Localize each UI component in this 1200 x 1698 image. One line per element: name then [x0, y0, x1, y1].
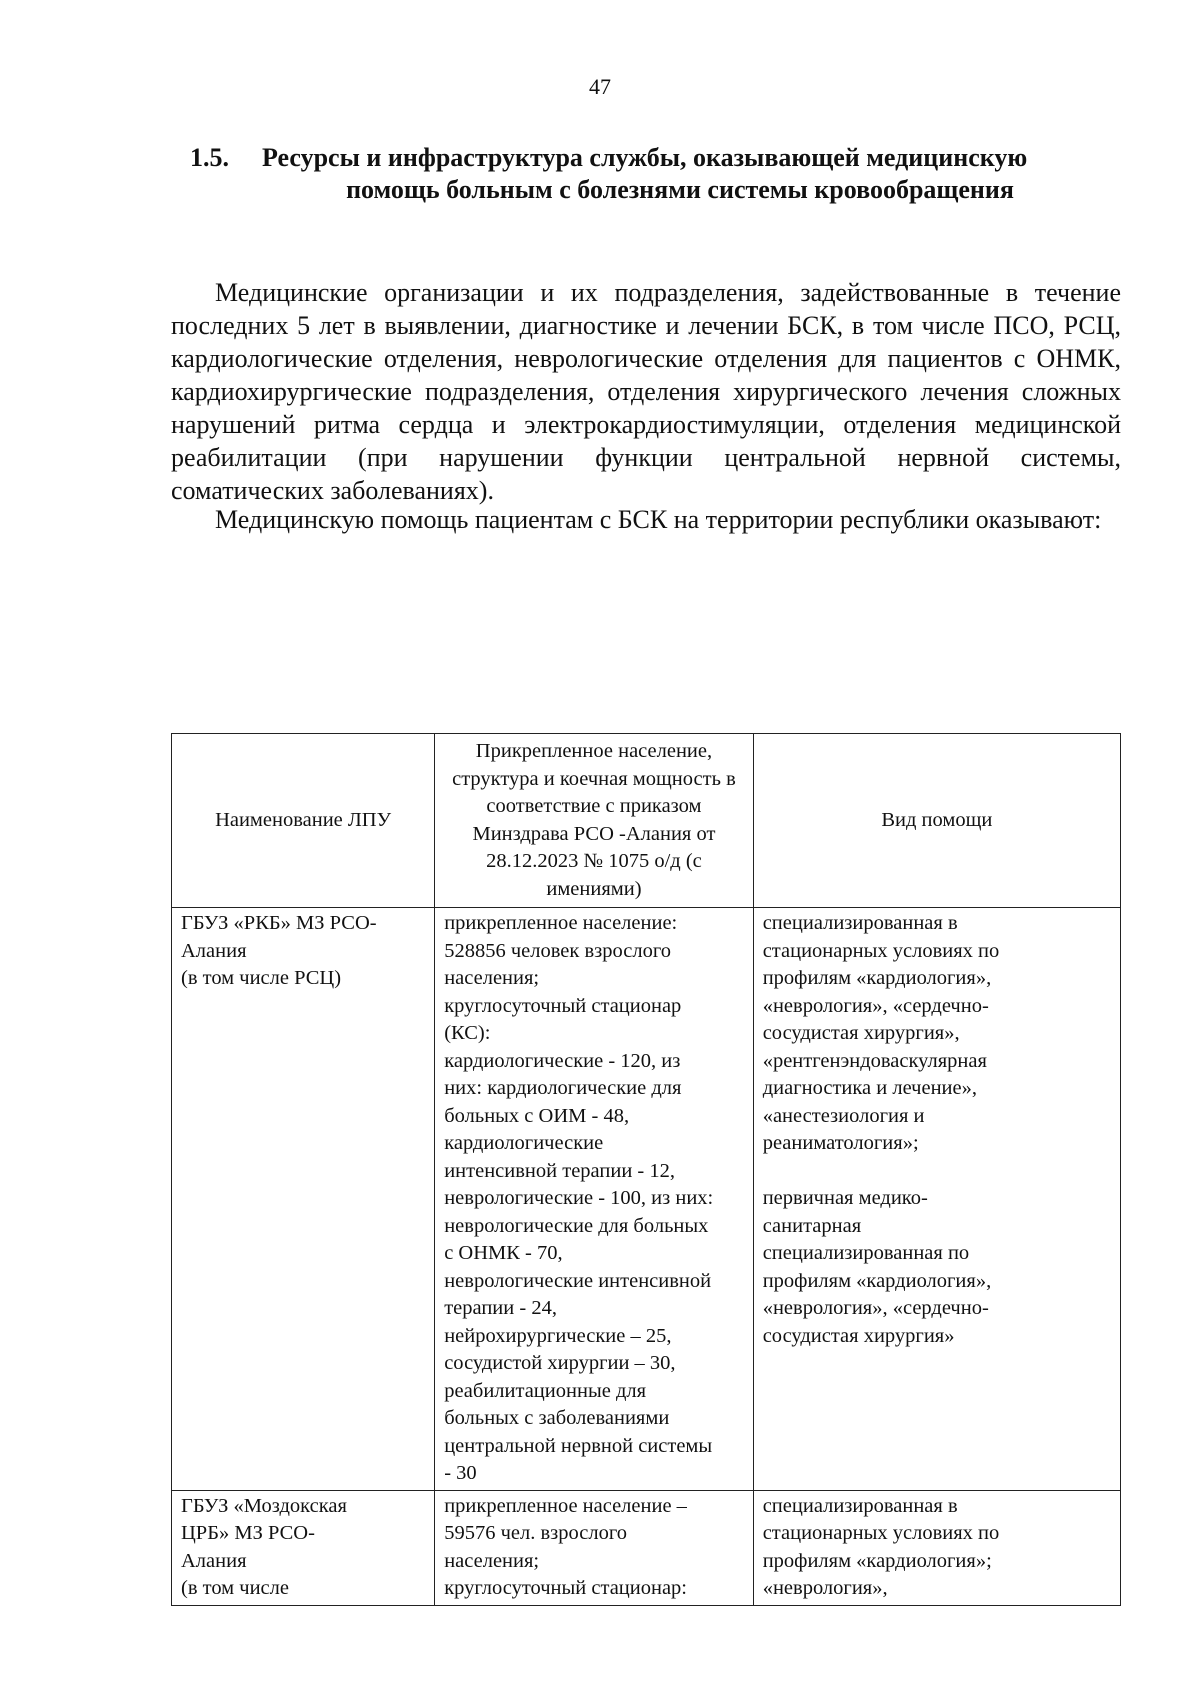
- section-title-line-1: Ресурсы и инфраструктура службы, оказывающей медицинскую: [262, 143, 1028, 172]
- population-beds-cell: [435, 1490, 754, 1605]
- facility-name: ГБУЗ «Моздокская ЦРБ» МЗ РСО- Алания (в том числе: [181, 1494, 347, 1599]
- facility-name-cell: [172, 908, 435, 1491]
- facility-name-cell: [172, 1490, 435, 1605]
- section-title-line-2: помощь больным с болезнями системы кровообращения: [346, 175, 1014, 204]
- care-type-cell: [753, 1490, 1120, 1605]
- section-number: 1.5.: [190, 143, 229, 172]
- column-header-facility: Наименование ЛПУ: [172, 734, 435, 908]
- population-beds: прикрепленное население – 59576 чел. взрослого населения; круглосуточный стационар:: [444, 1494, 687, 1599]
- table-row: [172, 908, 1121, 1491]
- care-type: специализированная в стационарных условиях по профилям «кардиология»; «неврология»,: [762, 1494, 1000, 1599]
- population-beds-cell: [435, 908, 754, 1491]
- table-row: [172, 1490, 1121, 1605]
- page-number: 47: [589, 74, 611, 99]
- table-header-row: [172, 734, 1121, 908]
- column-header-care-type: Вид помощи: [753, 734, 1120, 908]
- population-beds: прикрепленное население: 528856 человек взрослого населения; круглосуточный стационар (КС): кардиологические - 120, из них: кардиологические для больных с ОИМ - 48, кардиологические интенсивной терапии - 12, неврологические - 100, из них: неврологические для больных с ОНМК - 70, неврологические интенсивной терапии - 24, нейрохирургические – 25, сосудистой хирургии – 30, реабилитационные для больных с заболеваниями центральной нервной системы - 30: [444, 912, 714, 1484]
- care-type: специализированная в стационарных условиях по профилям «кардиология», «неврология», «сердечно- сосудистая хирургия», «рентгенэндоваскулярная диагностика и лечение», «анестезиология и реаниматология»; первичная медико- санитарная специализированная по профилям «кардиология», «неврология», «сердечно- сосудистая хирургия»: [762, 912, 1000, 1347]
- body-paragraph: Медицинские организации и их подразделения, задействованные в течение последних 5 лет в выявлении, диагностике и лечении БСК, в том числе ПСО, РСЦ, кардиологические отделения, неврологические отделения для пациентов с ОНМК, кардиохирургические подразделения, отделения хирургического лечения сложных нарушений ритма сердца и электрокардиостимуляции, отделения медицинской реабилитации (при нарушении функции центральной нервной системы, соматических заболеваниях).: [171, 278, 1121, 505]
- facilities-table: [171, 733, 1121, 1606]
- facility-name: ГБУЗ «РКБ» МЗ РСО- Алания (в том числе РСЦ): [181, 912, 377, 989]
- care-type-cell: [753, 908, 1120, 1491]
- body-paragraph: Медицинскую помощь пациентам с БСК на территории республики оказывают:: [215, 505, 1102, 534]
- column-header-population-beds: Прикрепленное население, структура и коечная мощность в соответствие с приказом Минздрава РСО -Алания от 28.12.2023 № 1075 о/д (с имениями): [435, 734, 754, 908]
